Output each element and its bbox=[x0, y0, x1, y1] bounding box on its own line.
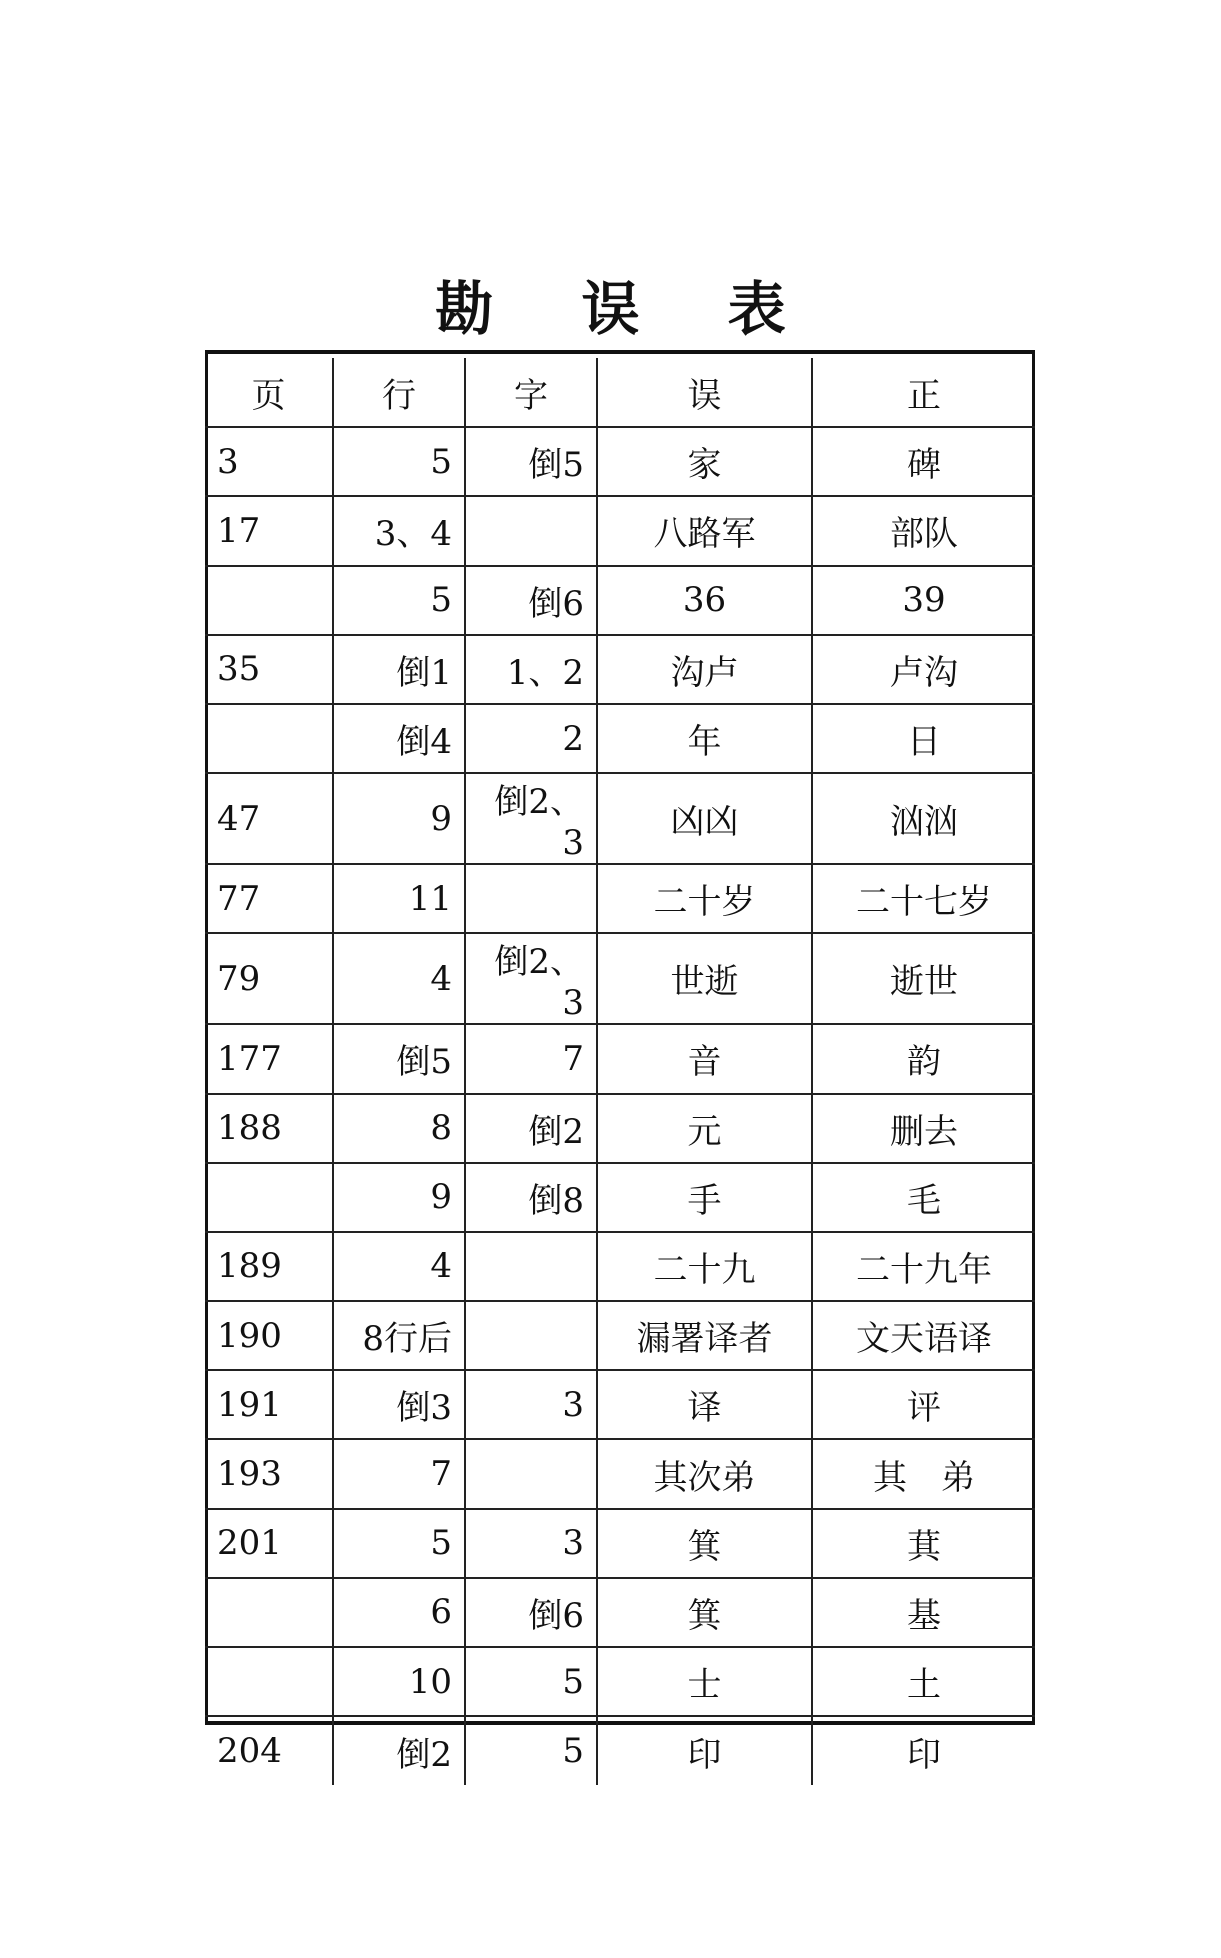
cell-wrong: 八路军 bbox=[597, 496, 812, 565]
table-row bbox=[205, 496, 1035, 565]
cell-right: 其 弟 bbox=[812, 1439, 1035, 1508]
cell-line: 倒4 bbox=[333, 704, 465, 773]
cell-line: 9 bbox=[333, 1163, 465, 1232]
table-row bbox=[205, 864, 1035, 933]
cell-right: 毛 bbox=[812, 1163, 1035, 1232]
cell-page: 190 bbox=[205, 1301, 333, 1370]
cell-page: 193 bbox=[205, 1439, 333, 1508]
cell-char: 5 bbox=[465, 1647, 597, 1716]
cell-line: 5 bbox=[333, 1509, 465, 1578]
cell-line: 11 bbox=[333, 864, 465, 933]
cell-page: 77 bbox=[205, 864, 333, 933]
table-row bbox=[205, 1578, 1035, 1647]
table-row bbox=[205, 1024, 1035, 1093]
cell-page bbox=[205, 1163, 333, 1232]
cell-right: 卢沟 bbox=[812, 635, 1035, 704]
cell-page bbox=[205, 704, 333, 773]
cell-char: 倒2、3 bbox=[465, 773, 597, 864]
cell-right: 汹汹 bbox=[812, 773, 1035, 864]
cell-page: 35 bbox=[205, 635, 333, 704]
cell-line: 5 bbox=[333, 566, 465, 635]
cell-wrong: 凶凶 bbox=[597, 773, 812, 864]
table-row bbox=[205, 1163, 1035, 1232]
cell-right: 文天语译 bbox=[812, 1301, 1035, 1370]
cell-right: 二十九年 bbox=[812, 1232, 1035, 1301]
cell-char: 2 bbox=[465, 704, 597, 773]
table-row bbox=[205, 427, 1035, 496]
cell-right: 二十七岁 bbox=[812, 864, 1035, 933]
cell-page bbox=[205, 1647, 333, 1716]
cell-right: 印 bbox=[812, 1716, 1035, 1785]
cell-wrong: 二十九 bbox=[597, 1232, 812, 1301]
cell-page: 189 bbox=[205, 1232, 333, 1301]
header-char: 字 bbox=[465, 358, 597, 427]
header-row bbox=[205, 358, 1035, 427]
cell-char: 3 bbox=[465, 1370, 597, 1439]
errata-table bbox=[205, 358, 1035, 1785]
cell-wrong: 世逝 bbox=[597, 933, 812, 1024]
cell-line: 倒1 bbox=[333, 635, 465, 704]
cell-page: 177 bbox=[205, 1024, 333, 1093]
table-row bbox=[205, 1301, 1035, 1370]
table-row bbox=[205, 635, 1035, 704]
cell-wrong: 沟卢 bbox=[597, 635, 812, 704]
cell-wrong: 元 bbox=[597, 1094, 812, 1163]
cell-wrong: 手 bbox=[597, 1163, 812, 1232]
cell-wrong: 其次弟 bbox=[597, 1439, 812, 1508]
cell-char: 7 bbox=[465, 1024, 597, 1093]
table-row bbox=[205, 704, 1035, 773]
cell-wrong: 音 bbox=[597, 1024, 812, 1093]
cell-line: 8行后 bbox=[333, 1301, 465, 1370]
table-row bbox=[205, 1716, 1035, 1785]
cell-wrong: 印 bbox=[597, 1716, 812, 1785]
table-row bbox=[205, 1232, 1035, 1301]
cell-page: 188 bbox=[205, 1094, 333, 1163]
cell-wrong: 家 bbox=[597, 427, 812, 496]
cell-wrong: 箕 bbox=[597, 1509, 812, 1578]
cell-line: 倒5 bbox=[333, 1024, 465, 1093]
cell-char bbox=[465, 1439, 597, 1508]
cell-right: 土 bbox=[812, 1647, 1035, 1716]
cell-char bbox=[465, 1301, 597, 1370]
table-row bbox=[205, 1439, 1035, 1508]
cell-right: 39 bbox=[812, 566, 1035, 635]
cell-line: 5 bbox=[333, 427, 465, 496]
cell-char: 倒6 bbox=[465, 566, 597, 635]
table-row bbox=[205, 1094, 1035, 1163]
cell-page: 191 bbox=[205, 1370, 333, 1439]
cell-right: 评 bbox=[812, 1370, 1035, 1439]
table-row bbox=[205, 773, 1035, 864]
cell-char bbox=[465, 1232, 597, 1301]
cell-wrong: 年 bbox=[597, 704, 812, 773]
cell-right: 部队 bbox=[812, 496, 1035, 565]
cell-right: 日 bbox=[812, 704, 1035, 773]
cell-char: 倒8 bbox=[465, 1163, 597, 1232]
cell-page bbox=[205, 1578, 333, 1647]
cell-line: 7 bbox=[333, 1439, 465, 1508]
cell-char: 倒2、3 bbox=[465, 933, 597, 1024]
cell-char bbox=[465, 864, 597, 933]
header-wrong: 误 bbox=[597, 358, 812, 427]
cell-wrong: 士 bbox=[597, 1647, 812, 1716]
cell-line: 10 bbox=[333, 1647, 465, 1716]
cell-line: 8 bbox=[333, 1094, 465, 1163]
cell-line: 6 bbox=[333, 1578, 465, 1647]
cell-char: 倒6 bbox=[465, 1578, 597, 1647]
table-row bbox=[205, 566, 1035, 635]
table-row bbox=[205, 1370, 1035, 1439]
cell-right: 萁 bbox=[812, 1509, 1035, 1578]
cell-wrong: 二十岁 bbox=[597, 864, 812, 933]
cell-char: 3 bbox=[465, 1509, 597, 1578]
cell-line: 倒2 bbox=[333, 1716, 465, 1785]
cell-page: 47 bbox=[205, 773, 333, 864]
cell-line: 4 bbox=[333, 933, 465, 1024]
header-page: 页 bbox=[205, 358, 333, 427]
cell-right: 碑 bbox=[812, 427, 1035, 496]
header-right: 正 bbox=[812, 358, 1035, 427]
cell-right: 基 bbox=[812, 1578, 1035, 1647]
cell-wrong: 36 bbox=[597, 566, 812, 635]
page-title: 勘 误 表 bbox=[435, 275, 820, 343]
table-row bbox=[205, 933, 1035, 1024]
cell-line: 3、4 bbox=[333, 496, 465, 565]
cell-wrong: 箕 bbox=[597, 1578, 812, 1647]
cell-page: 79 bbox=[205, 933, 333, 1024]
cell-wrong: 漏署译者 bbox=[597, 1301, 812, 1370]
cell-line: 倒3 bbox=[333, 1370, 465, 1439]
cell-char: 倒2 bbox=[465, 1094, 597, 1163]
table-row bbox=[205, 1647, 1035, 1716]
cell-char: 1、2 bbox=[465, 635, 597, 704]
cell-page: 3 bbox=[205, 427, 333, 496]
header-line: 行 bbox=[333, 358, 465, 427]
cell-wrong: 译 bbox=[597, 1370, 812, 1439]
cell-char: 倒5 bbox=[465, 427, 597, 496]
cell-page bbox=[205, 566, 333, 635]
cell-page: 17 bbox=[205, 496, 333, 565]
cell-right: 删去 bbox=[812, 1094, 1035, 1163]
table-row bbox=[205, 1509, 1035, 1578]
cell-char: 5 bbox=[465, 1716, 597, 1785]
cell-line: 4 bbox=[333, 1232, 465, 1301]
cell-page: 204 bbox=[217, 1731, 282, 1772]
cell-line: 9 bbox=[333, 773, 465, 864]
cell-right: 逝世 bbox=[812, 933, 1035, 1024]
cell-right: 韵 bbox=[812, 1024, 1035, 1093]
cell-char bbox=[465, 496, 597, 565]
cell-page: 201 bbox=[205, 1509, 333, 1578]
